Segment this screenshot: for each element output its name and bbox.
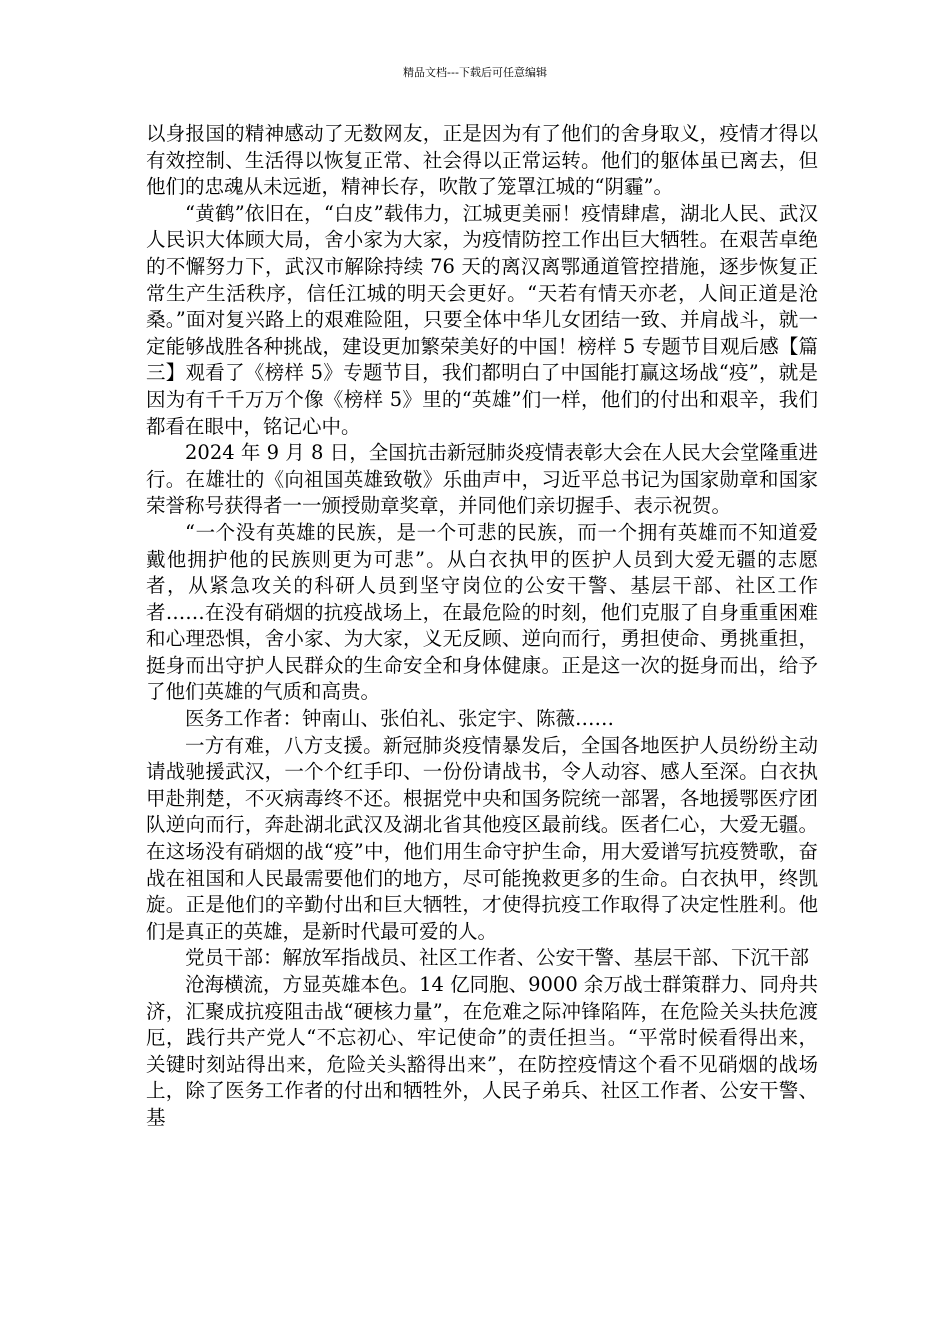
paragraph: “黄鹤”依旧在，“白皮”载伟力，江城更美丽！疫情肆虐，湖北人民、武汉人民识大体顾大局，舍小家为大家，为疫情防控工作出巨大牺牲。在艰苦卓绝的不懈努力下，武汉市解除持续 76 天的离汉离鄂通道管控措施，逐步恢复正常生产生活秩序，信任江城的明天会更好。“天若有情天亦老，人间正道是沧桑。”面对复兴路上的艰难险阻，只要全体中华儿女团结一致、并肩战斗，就一定能够战胜各种挑战，建设更加繁荣美好的中国！榜样 5 专题节目观后感【篇三】观看了《榜样 5》专题节目，我们都明白了中国能打赢这场战“疫”，就是因为有千千万万个像《榜样 5》里的“英雄”们一样，他们的付出和艰辛，我们都看在眼中，铭记心中。 — [146, 201, 818, 438]
paragraph: 党员干部：解放军指战员、社区工作者、公安干警、基层干部、下沉干部 — [185, 946, 810, 970]
paragraph: 以身报国的精神感动了无数网友，正是因为有了他们的舍身取义，疫情才得以有效控制、生活得以恢复正常、社会得以正常运转。他们的躯体虽已离去，但他们的忠魂从未远逝，精神长存，吹散了笼罩江城的“阴霾”。 — [146, 122, 818, 199]
paragraph: “一个没有英雄的民族，是一个可悲的民族，而一个拥有英雄而不知道爱戴他拥护他的民族则更为可悲”。从白衣执甲的医护人员到大爱无疆的志愿者，从紧急攻关的科研人员到坚守岗位的公安干警、基层干部、社区工作者……在没有硝烟的抗疫战场上，在最危险的时刻，他们克服了自身重重困难和心理恐惧，舍小家、为大家，义无反顾、逆向而行，勇担使命、勇挑重担，挺身而出守护人民群众的生命安全和身体健康。正是这一次的挺身而出，给予了他们英雄的气质和高贵。 — [146, 520, 818, 704]
document-body — [146, 121, 818, 1132]
page-header: 精品文档---下载后可任意编辑 — [403, 66, 547, 79]
paragraph: 一方有难，八方支援。新冠肺炎疫情暴发后，全国各地医护人员纷纷主动请战驰援武汉，一个个红手印、一份份请战书，令人动容、感人至深。白衣执甲赴荆楚，不灭病毒终不还。根据党中央和国务院统一部署，各地援鄂医疗团队逆向而行，奔赴湖北武汉及湖北省其他疫区最前线。医者仁心，大爱无疆。在这场没有硝烟的战“疫”中，他们用生命守护生命，用大爱谱写抗疫赞歌，奋战在祖国和人民最需要他们的地方，尽可能挽救更多的生命。白衣执甲，终凯旋。正是他们的辛勤付出和巨大牺牲，才使得抗疫工作取得了决定性胜利。他们是真正的英雄，是新时代最可爱的人。 — [146, 733, 818, 943]
paragraph: 2024 年 9 月 8 日，全国抗击新冠肺炎疫情表彰大会在人民大会堂隆重进行。在雄壮的《向祖国英雄致敬》乐曲声中，习近平总书记为国家勋章和国家荣誉称号获得者一一颁授勋章奖章，并同他们亲切握手、表示祝贺。 — [146, 441, 818, 518]
paragraph: 沧海横流，方显英雄本色。14 亿同胞、9000 余万战士群策群力、同舟共济，汇聚成抗疫阻击战“硬核力量”，在危难之际冲锋陷阵，在危险关头扶危渡厄，践行共产党人“不忘初心、牢记使命”的责任担当。“平常时候看得出来，关键时刻站得出来，危险关头豁得出来”，在防控疫情这个看不见硝烟的战场上，除了医务工作者的付出和牺牲外，人民子弟兵、社区工作者、公安干警、基 — [146, 973, 818, 1129]
paragraph: 医务工作者：钟南山、张伯礼、张定宇、陈薇…… — [185, 707, 615, 731]
